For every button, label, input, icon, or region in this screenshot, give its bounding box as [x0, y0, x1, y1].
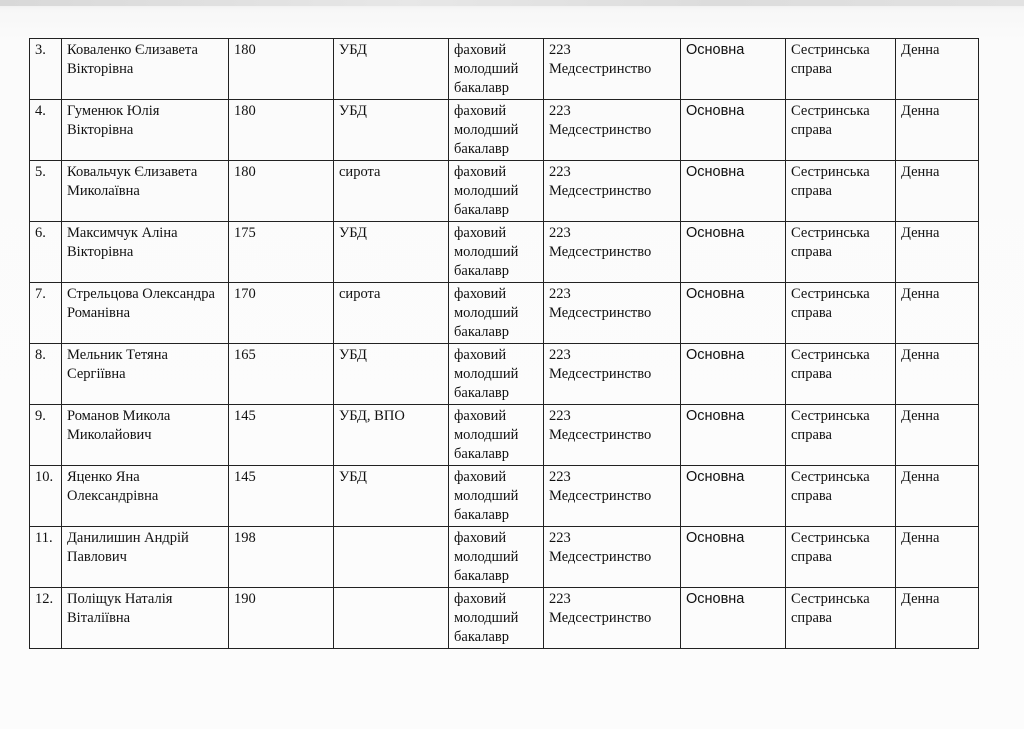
- funding-basis-cell: Основна: [681, 527, 786, 588]
- study-form-cell: Денна: [896, 100, 979, 161]
- education-level-cell: фаховий молодший бакалавр: [449, 405, 544, 466]
- specialty-cell: 223 Медсестринство: [544, 405, 681, 466]
- table-row: [30, 466, 979, 527]
- education-level-cell: фаховий молодший бакалавр: [449, 39, 544, 100]
- table-row: [30, 100, 979, 161]
- specialty-cell: 223 Медсестринство: [544, 161, 681, 222]
- score-cell: 175: [229, 222, 334, 283]
- program-name-cell: Сестринська справа: [786, 161, 896, 222]
- table-row: [30, 344, 979, 405]
- program-name-cell: Сестринська справа: [786, 588, 896, 649]
- applicant-name-cell: Максимчук Аліна Вікторівна: [62, 222, 229, 283]
- specialty-cell: 223 Медсестринство: [544, 588, 681, 649]
- table-row: [30, 588, 979, 649]
- score-cell: 180: [229, 100, 334, 161]
- applicant-name-cell: Поліщук Наталія Віталіївна: [62, 588, 229, 649]
- score-cell: 190: [229, 588, 334, 649]
- benefit-category-cell: сирота: [334, 283, 449, 344]
- specialty-cell: 223 Медсестринство: [544, 527, 681, 588]
- score-cell: 198: [229, 527, 334, 588]
- score-cell: 145: [229, 405, 334, 466]
- applicant-name-cell: Мельник Тетяна Сергіївна: [62, 344, 229, 405]
- education-level-cell: фаховий молодший бакалавр: [449, 100, 544, 161]
- funding-basis-cell: Основна: [681, 222, 786, 283]
- education-level-cell: фаховий молодший бакалавр: [449, 466, 544, 527]
- applicant-name-cell: Яценко Яна Олександрівна: [62, 466, 229, 527]
- program-name-cell: Сестринська справа: [786, 344, 896, 405]
- row-number-cell: 9.: [30, 405, 62, 466]
- program-name-cell: Сестринська справа: [786, 405, 896, 466]
- row-number-cell: 4.: [30, 100, 62, 161]
- row-number-cell: 11.: [30, 527, 62, 588]
- education-level-cell: фаховий молодший бакалавр: [449, 283, 544, 344]
- benefit-category-cell: УБД: [334, 100, 449, 161]
- benefit-category-cell: УБД, ВПО: [334, 405, 449, 466]
- applicant-name-cell: Коваленко Єлизавета Вікторівна: [62, 39, 229, 100]
- funding-basis-cell: Основна: [681, 344, 786, 405]
- benefit-category-cell: УБД: [334, 344, 449, 405]
- score-cell: 165: [229, 344, 334, 405]
- education-level-cell: фаховий молодший бакалавр: [449, 527, 544, 588]
- row-number-cell: 6.: [30, 222, 62, 283]
- funding-basis-cell: Основна: [681, 39, 786, 100]
- funding-basis-cell: Основна: [681, 283, 786, 344]
- score-cell: 145: [229, 466, 334, 527]
- table-row: [30, 222, 979, 283]
- specialty-cell: 223 Медсестринство: [544, 222, 681, 283]
- applicant-name-cell: Стрельцова Олександра Романівна: [62, 283, 229, 344]
- study-form-cell: Денна: [896, 161, 979, 222]
- program-name-cell: Сестринська справа: [786, 466, 896, 527]
- study-form-cell: Денна: [896, 283, 979, 344]
- specialty-cell: 223 Медсестринство: [544, 100, 681, 161]
- specialty-cell: 223 Медсестринство: [544, 39, 681, 100]
- table-row: [30, 527, 979, 588]
- row-number-cell: 3.: [30, 39, 62, 100]
- table-body: [30, 39, 979, 649]
- applicant-name-cell: Гуменюк Юлія Вікторівна: [62, 100, 229, 161]
- applicants-table: [29, 38, 979, 649]
- row-number-cell: 10.: [30, 466, 62, 527]
- education-level-cell: фаховий молодший бакалавр: [449, 344, 544, 405]
- specialty-cell: 223 Медсестринство: [544, 283, 681, 344]
- funding-basis-cell: Основна: [681, 466, 786, 527]
- study-form-cell: Денна: [896, 588, 979, 649]
- program-name-cell: Сестринська справа: [786, 39, 896, 100]
- table-row: [30, 283, 979, 344]
- study-form-cell: Денна: [896, 222, 979, 283]
- score-cell: 180: [229, 39, 334, 100]
- benefit-category-cell: УБД: [334, 39, 449, 100]
- score-cell: 170: [229, 283, 334, 344]
- study-form-cell: Денна: [896, 527, 979, 588]
- applicant-name-cell: Ковальчук Єлизавета Миколаївна: [62, 161, 229, 222]
- program-name-cell: Сестринська справа: [786, 222, 896, 283]
- study-form-cell: Денна: [896, 466, 979, 527]
- row-number-cell: 5.: [30, 161, 62, 222]
- benefit-category-cell: [334, 527, 449, 588]
- row-number-cell: 7.: [30, 283, 62, 344]
- specialty-cell: 223 Медсестринство: [544, 344, 681, 405]
- benefit-category-cell: УБД: [334, 466, 449, 527]
- benefit-category-cell: УБД: [334, 222, 449, 283]
- funding-basis-cell: Основна: [681, 405, 786, 466]
- program-name-cell: Сестринська справа: [786, 283, 896, 344]
- education-level-cell: фаховий молодший бакалавр: [449, 161, 544, 222]
- benefit-category-cell: [334, 588, 449, 649]
- funding-basis-cell: Основна: [681, 588, 786, 649]
- education-level-cell: фаховий молодший бакалавр: [449, 588, 544, 649]
- study-form-cell: Денна: [896, 405, 979, 466]
- applicant-name-cell: Романов Микола Миколайович: [62, 405, 229, 466]
- study-form-cell: Денна: [896, 344, 979, 405]
- row-number-cell: 8.: [30, 344, 62, 405]
- program-name-cell: Сестринська справа: [786, 527, 896, 588]
- benefit-category-cell: сирота: [334, 161, 449, 222]
- score-cell: 180: [229, 161, 334, 222]
- table-row: [30, 161, 979, 222]
- table-row: [30, 39, 979, 100]
- study-form-cell: Денна: [896, 39, 979, 100]
- funding-basis-cell: Основна: [681, 100, 786, 161]
- row-number-cell: 12.: [30, 588, 62, 649]
- applicant-name-cell: Данилишин Андрій Павлович: [62, 527, 229, 588]
- funding-basis-cell: Основна: [681, 161, 786, 222]
- program-name-cell: Сестринська справа: [786, 100, 896, 161]
- specialty-cell: 223 Медсестринство: [544, 466, 681, 527]
- scan-edge-shadow: [0, 0, 1024, 6]
- table-row: [30, 405, 979, 466]
- education-level-cell: фаховий молодший бакалавр: [449, 222, 544, 283]
